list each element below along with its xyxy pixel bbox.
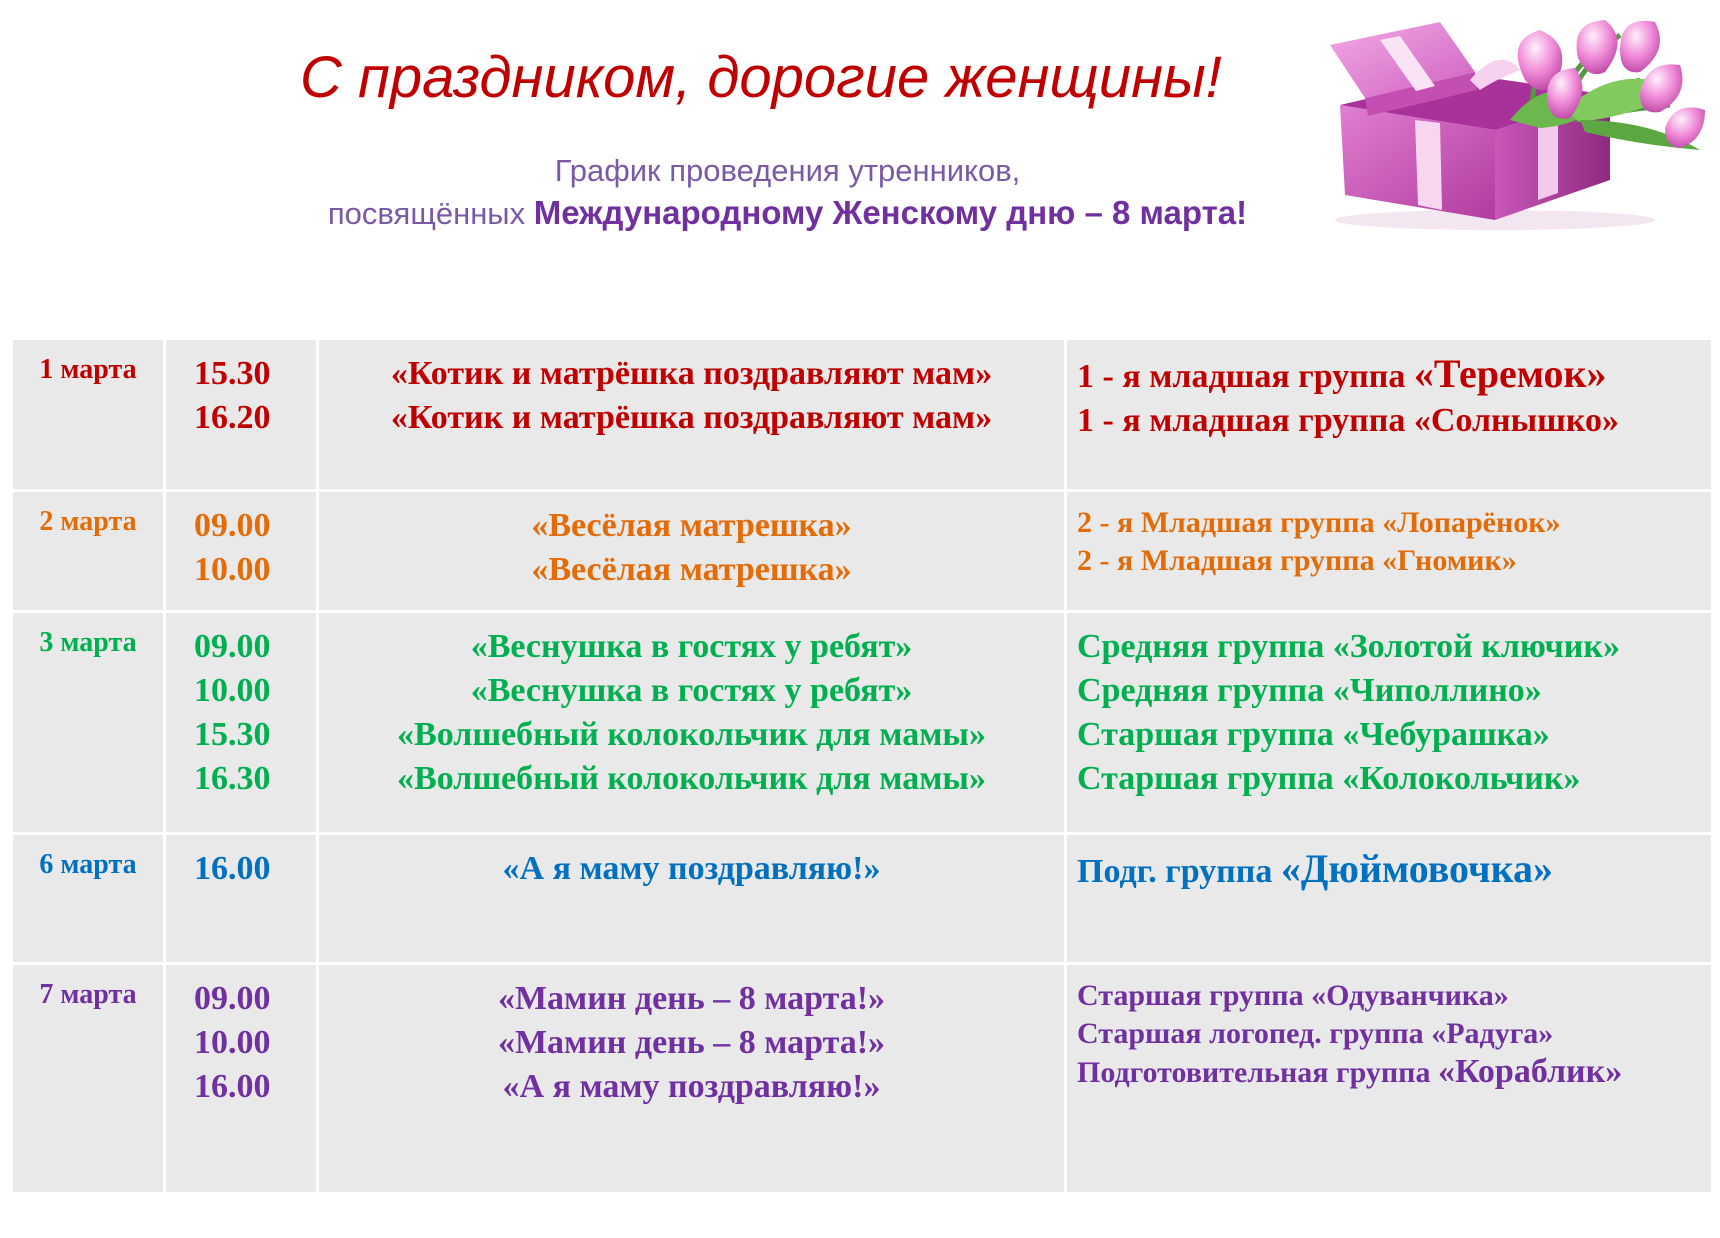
group-prefix: 1 - я младшая группа: [1077, 402, 1414, 439]
event-title: «Весёлая матрешка»: [531, 551, 852, 588]
group-title: «Дюймовочка»: [1280, 846, 1554, 891]
time-value: 09.00: [194, 980, 271, 1017]
gift-box-with-tulips-icon: [1320, 10, 1710, 230]
group-name: [1077, 669, 1711, 713]
event-cell: [318, 339, 1066, 491]
event-title: «Котик и матрёшка поздравляют мам»: [390, 399, 993, 436]
schedule-row: [12, 834, 1713, 964]
group-name: [1077, 757, 1711, 801]
time-cell: [165, 834, 318, 964]
group-title: «Солнышко»: [1413, 402, 1620, 439]
group-prefix: Старшая логопед. группа: [1077, 1017, 1432, 1050]
group-cell: [1066, 491, 1713, 612]
time-value: 10.00: [194, 1024, 271, 1061]
subtitle-line-1: График проведения утренников,: [554, 153, 1021, 188]
schedule-row: [12, 339, 1713, 491]
date-cell: 6 марта: [12, 834, 165, 964]
group-title: «Колокольчик»: [1342, 760, 1581, 797]
event-cell: [318, 612, 1066, 834]
group-prefix: Средняя группа: [1077, 628, 1333, 665]
event-title: «Веснушка в гостях у ребят»: [470, 628, 913, 665]
group-title: «Чебурашка»: [1342, 716, 1550, 753]
group-cell: [1066, 834, 1713, 964]
group-name: [1077, 625, 1711, 669]
group-title: «Гномик»: [1382, 544, 1517, 577]
group-name: [1077, 1053, 1711, 1092]
event-title: «Весёлая матрешка»: [531, 507, 852, 544]
group-title: «Теремок»: [1413, 351, 1607, 396]
schedule-row: [12, 491, 1713, 612]
time-value: 16.00: [194, 1068, 271, 1105]
time-value: 10.00: [194, 672, 271, 709]
group-cell: [1066, 612, 1713, 834]
time-cell: [165, 964, 318, 1194]
group-prefix: Старшая группа: [1077, 716, 1343, 753]
group-prefix: Средняя группа: [1077, 672, 1333, 709]
event-cell: [318, 834, 1066, 964]
event-title: «А я маму поздравляю!»: [502, 1068, 881, 1105]
schedule-row: [12, 612, 1713, 834]
time-value: 15.30: [194, 716, 271, 753]
event-title: «Мамин день – 8 марта!»: [497, 980, 886, 1017]
time-cell: [165, 491, 318, 612]
time-value: 16.20: [194, 399, 271, 436]
group-prefix: 2 - я Младшая группа: [1077, 544, 1383, 577]
time-value: 10.00: [194, 551, 271, 588]
group-prefix: 1 - я младшая группа: [1077, 358, 1414, 395]
group-name: [1077, 504, 1711, 542]
group-name: [1077, 1015, 1711, 1053]
group-name: [1077, 847, 1711, 894]
group-prefix: Старшая группа: [1077, 760, 1343, 797]
group-prefix: Подготовительная группа: [1077, 1056, 1438, 1089]
group-name: [1077, 352, 1711, 399]
group-cell: [1066, 964, 1713, 1194]
group-name: [1077, 977, 1711, 1015]
group-prefix: Старшая группа: [1077, 979, 1312, 1012]
date-cell: 1 марта: [12, 339, 165, 491]
date-cell: 7 марта: [12, 964, 165, 1194]
subtitle-highlight: Международному Женскому дню – 8 марта!: [533, 194, 1248, 231]
schedule-table: [10, 337, 1714, 1195]
group-prefix: Подг. группа: [1077, 853, 1281, 890]
group-prefix: 2 - я Младшая группа: [1077, 506, 1383, 539]
time-value: 16.00: [194, 850, 271, 887]
event-title: «Веснушка в гостях у ребят»: [470, 672, 913, 709]
group-title: «Лопарёнок»: [1382, 506, 1561, 539]
event-cell: [318, 491, 1066, 612]
event-title: «Мамин день – 8 марта!»: [497, 1024, 886, 1061]
subtitle-prefix: посвящённых: [327, 196, 534, 231]
event-cell: [318, 964, 1066, 1194]
group-title: «Золотой ключик»: [1332, 628, 1620, 665]
group-name: [1077, 399, 1711, 443]
time-value: 09.00: [194, 507, 271, 544]
event-title: «А я маму поздравляю!»: [502, 850, 881, 887]
group-title: «Кораблик»: [1437, 1053, 1623, 1090]
group-title: «Радуга»: [1431, 1017, 1554, 1050]
time-value: 15.30: [194, 355, 271, 392]
group-name: [1077, 542, 1711, 580]
group-title: «Чиполлино»: [1332, 672, 1542, 709]
time-value: 09.00: [194, 628, 271, 665]
date-cell: 2 марта: [12, 491, 165, 612]
date-cell: 3 марта: [12, 612, 165, 834]
event-title: «Волшебный колокольчик для мамы»: [397, 760, 986, 797]
page-title: С праздником, дорогие женщины!: [300, 45, 1222, 110]
schedule-row: [12, 964, 1713, 1194]
event-title: «Волшебный колокольчик для мамы»: [397, 716, 986, 753]
time-cell: [165, 612, 318, 834]
time-value: 16.30: [194, 760, 271, 797]
group-cell: [1066, 339, 1713, 491]
event-title: «Котик и матрёшка поздравляют мам»: [390, 355, 993, 392]
group-title: «Одуванчика»: [1311, 979, 1509, 1012]
group-name: [1077, 713, 1711, 757]
time-cell: [165, 339, 318, 491]
